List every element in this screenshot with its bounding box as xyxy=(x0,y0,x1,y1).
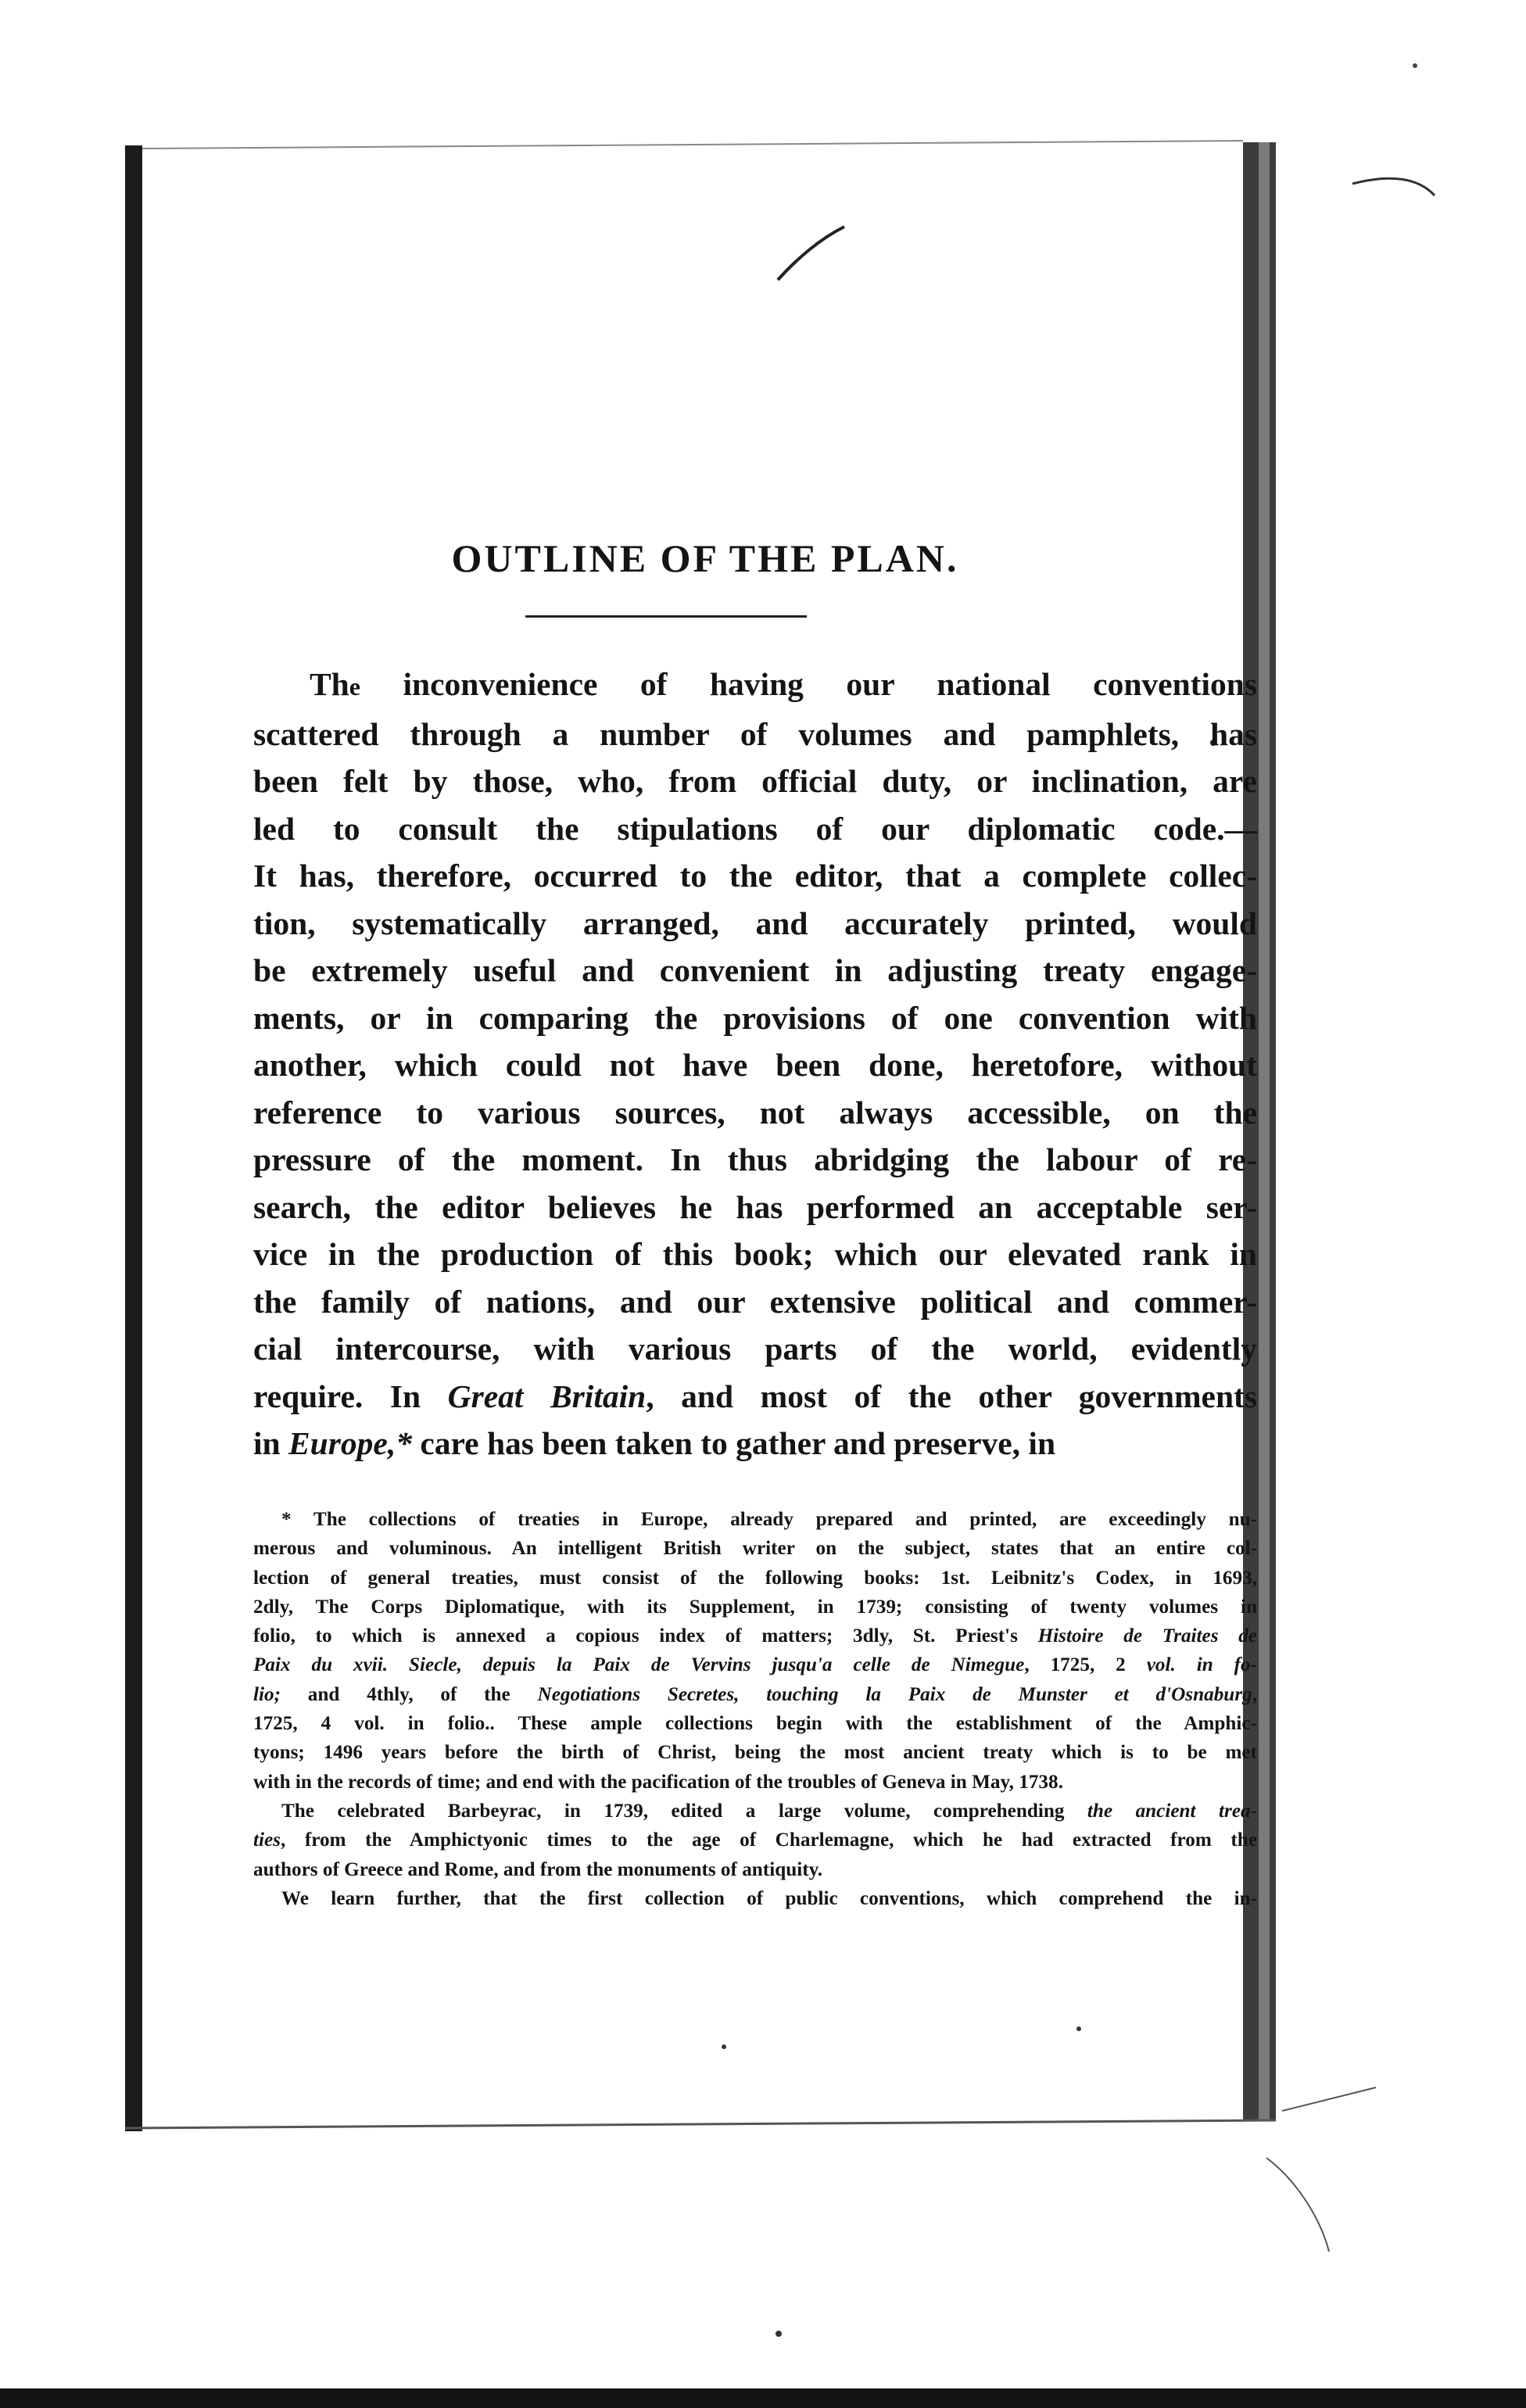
body-line: cial intercourse, with various parts of the world, evidently xyxy=(253,1331,1257,1367)
bottom-scan-strip xyxy=(0,2388,1526,2408)
footnote-segment: The celebrated Barbeyrac, in 1739, edited a large volume, comprehending xyxy=(281,1800,1087,1822)
left-gutter-bar xyxy=(125,145,142,2131)
footnote-segment: and 4thly, of the xyxy=(280,1683,538,1705)
pen-mark-right xyxy=(1352,178,1435,195)
footnote-line xyxy=(253,1650,1257,1679)
footnote-line xyxy=(253,1621,1257,1650)
body-line: another, which could not have been done, heretofore, without xyxy=(253,1047,1257,1083)
italic-place-name: Great Britain xyxy=(447,1378,647,1414)
italic-place-name: Europe,* xyxy=(288,1425,412,1461)
drop-word-start: Th xyxy=(310,666,349,702)
line-segment: require. In xyxy=(253,1378,448,1414)
body-line: tion, systematically arranged, and accurately printed, would xyxy=(253,905,1257,941)
body-line xyxy=(253,1373,1257,1421)
body-line: scattered through a number of volumes and pamphlets, has xyxy=(253,715,1257,752)
title-rule xyxy=(525,615,807,618)
footnote-segment: We learn further, that the first collection of public conventions, which comprehend the in- xyxy=(281,1887,1257,1909)
footnote-segment: 2dly, The Corps Diplomatique, with its Supplement, in 1739; consisting of twenty volumes in xyxy=(253,1596,1257,1618)
footnote-line xyxy=(253,1680,1257,1709)
footnote-segment: , from the Amphictyonic times to the age of Charlemagne, which he had extracted from the xyxy=(280,1829,1257,1851)
footnote-segment: , xyxy=(1252,1683,1258,1705)
body-line: led to consult the stipulations of our diplomatic code.— xyxy=(253,810,1257,847)
body-line xyxy=(253,1420,1257,1467)
line-segment: in xyxy=(253,1425,288,1461)
footnote-segment: folio, to which is annexed a copious index of matters; 3dly, St. Priest's xyxy=(253,1625,1038,1647)
footnote-segment: authors of Greece and Rome, and from the monuments of antiquity. xyxy=(253,1858,823,1880)
drop-word-smallcap: e xyxy=(349,672,360,701)
italic-title: the ancient trea- xyxy=(1087,1800,1257,1822)
footnote-segment: * The collections of treaties in Europe, already prepared and printed, are exceedingly nu- xyxy=(281,1509,1257,1530)
footnote-line xyxy=(253,1593,1257,1621)
footnote-paragraph xyxy=(253,1884,1257,1913)
top-page-edge xyxy=(142,141,1243,149)
footnote-line xyxy=(253,1797,1257,1826)
footnote-line xyxy=(253,1738,1257,1767)
italic-title: ties xyxy=(253,1829,281,1851)
footnote-line xyxy=(253,1564,1257,1593)
footnote-line xyxy=(253,1768,1257,1797)
footnote-line xyxy=(253,1709,1257,1738)
body-line: ments, or in comparing the provisions of one convention with xyxy=(253,999,1257,1036)
italic-title: Histoire de Traites de xyxy=(1037,1625,1257,1647)
italic-title: lio; xyxy=(253,1683,281,1705)
line-segment: inconvenience of having our national conventions xyxy=(360,666,1257,702)
body-line: pressure of the moment. In thus abridging the labour of re- xyxy=(253,1141,1257,1177)
footnote-line xyxy=(253,1855,1257,1884)
body-line xyxy=(253,661,1257,711)
body-line: vice in the production of this book; which our elevated rank in xyxy=(253,1236,1257,1272)
body-line: search, the editor believes he has performed an acceptable ser- xyxy=(253,1188,1257,1225)
footnote-paragraph xyxy=(253,1797,1257,1884)
footnote-segment: merous and voluminous. An intelligent British writer on the subject, states that an entire col- xyxy=(253,1538,1257,1560)
body-line: It has, therefore, occurred to the editor, that a complete collec- xyxy=(253,858,1257,894)
footnote-segment: lection of general treaties, must consist of the following books: 1st. Leibnitz's Codex, in 1693, xyxy=(253,1567,1257,1589)
book-page xyxy=(142,149,1274,2127)
italic-title: Paix du xvii. Siecle, depuis la Paix de Vervins jusqu'a celle de Nimegue xyxy=(253,1654,1025,1676)
italic-title: Negotiations Secretes, touching la Paix de Munster et d'Osnaburg xyxy=(537,1683,1252,1705)
italic-title: vol. in fo- xyxy=(1146,1654,1258,1676)
page-title: OUTLINE OF THE PLAN. xyxy=(451,536,959,580)
body-line: reference to various sources, not always accessible, on the xyxy=(253,1094,1257,1131)
line-segment: care has been taken to gather and preserve, in xyxy=(411,1425,1056,1461)
body-line: been felt by those, who, from official duty, or inclination, are xyxy=(253,763,1257,799)
footnote-segment: tyons; 1496 years before the birth of Christ, being the most ancient treaty which is to be met xyxy=(253,1742,1257,1764)
footnote-block xyxy=(253,1505,1257,1913)
dust-speck xyxy=(776,2331,782,2337)
footnote-paragraph xyxy=(253,1505,1257,1797)
line-segment: , and most of the other governments xyxy=(646,1378,1257,1414)
footnote-line xyxy=(253,1884,1257,1913)
dust-speck xyxy=(1413,63,1417,68)
pen-mark-bottom-right xyxy=(1266,2087,1376,2252)
footnote-line xyxy=(253,1505,1257,1534)
footnote-segment: with in the records of time; and end with the pacification of the troubles of Geneva in May, 1738. xyxy=(253,1771,1063,1793)
body-paragraph xyxy=(253,661,1257,1467)
body-line: be extremely useful and convenient in adjusting treaty engage- xyxy=(253,952,1257,988)
body-line: the family of nations, and our extensive political and commer- xyxy=(253,1283,1257,1320)
footnote-line xyxy=(253,1826,1257,1854)
footnote-line xyxy=(253,1534,1257,1563)
footnote-segment: , 1725, 2 xyxy=(1024,1654,1147,1676)
footnote-segment: 1725, 4 vol. in folio.. These ample collections begin with the establishment of the Amphic- xyxy=(253,1713,1257,1735)
